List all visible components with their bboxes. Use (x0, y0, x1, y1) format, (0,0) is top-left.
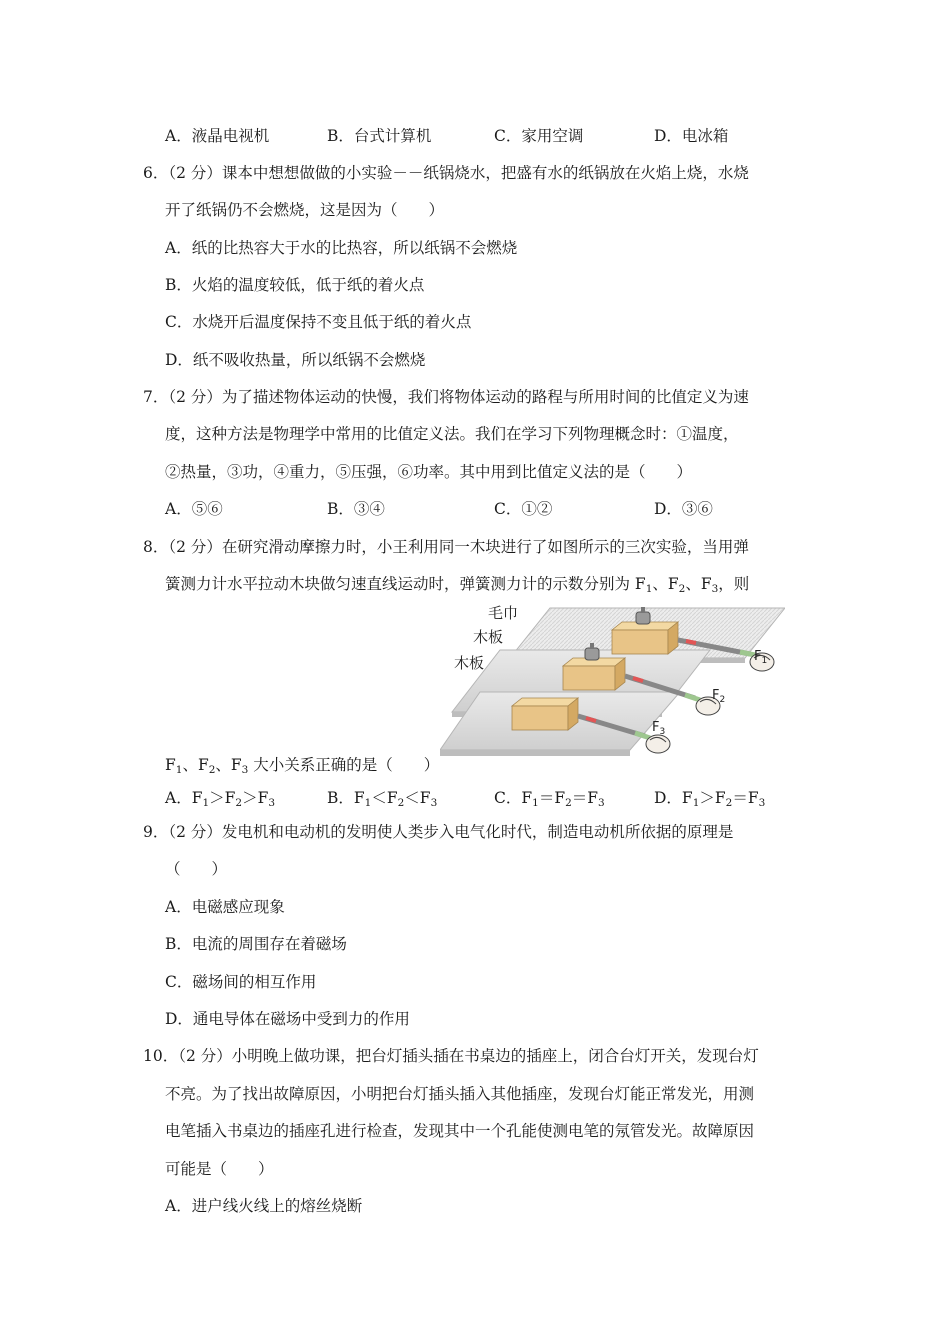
q7-stem-line1: 7．（2 分）为了描述物体运动的快慢，我们将物体运动的路程与所用时间的比值定义为速 (143, 388, 749, 406)
q9-stem-line1: 9．（2 分）发电机和电动机的发明使人类步入电气化时代，制造电动机所依据的原理是 (143, 823, 734, 841)
subscript: 3 (241, 764, 249, 776)
option-text: ＝F (571, 789, 599, 807)
option-text: ＝F (538, 789, 566, 807)
q6-stem-line2: 开了纸锅仍不会燃烧，这是因为（ ） (165, 201, 445, 219)
subscript: 3 (430, 797, 438, 809)
label-board-1: 木板 (473, 628, 504, 646)
subscript: 2 (725, 797, 733, 809)
label-board-2: 木板 (454, 654, 485, 672)
q10-stem-line4: 可能是（ ） (165, 1160, 274, 1178)
subscript: 1 (532, 797, 539, 809)
force-letter: F (165, 756, 176, 774)
q5-option-a: A．液晶电视机 (165, 127, 270, 145)
option-text: ＞F (699, 789, 726, 807)
q10-stem-line2: 不亮。为了找出故障原因，小明把台灯插头插入其他插座，发现台灯能正常发光，用测 (165, 1085, 755, 1103)
force-subscript: 2 (719, 695, 726, 705)
separator: 、F (652, 575, 679, 593)
q8-stem-line2 (165, 572, 749, 595)
option-text: ＞F (242, 789, 269, 807)
option-text: B．F (327, 789, 365, 807)
subscript: 1 (692, 797, 700, 809)
q7-stem-line3: ②热量，③功，④重力，⑤压强，⑥功率。其中用到比值定义法的是（ ） (165, 463, 693, 481)
q9-option-c: C．磁场间的相互作用 (165, 973, 317, 991)
q8-option-d (654, 786, 765, 809)
subscript: 2 (397, 797, 405, 809)
subscript: 2 (235, 797, 243, 809)
force-letter: F (754, 649, 762, 664)
q5-option-b: B．台式计算机 (327, 127, 432, 145)
force-label-f2 (712, 688, 725, 705)
subscript: 1 (645, 583, 653, 595)
q8-stem-line2-text: 簧测力计水平拉动木块做匀速直线运动时，弹簧测力计的示数分别为 F (165, 575, 646, 593)
option-text: A．F (165, 789, 203, 807)
q9-option-d: D．通电导体在磁场中受到力的作用 (165, 1010, 410, 1028)
wood-block-3 (512, 698, 578, 730)
q6-option-a: A．纸的比热容大于水的比热容，所以纸锅不会燃烧 (165, 239, 518, 257)
subscript: 1 (364, 797, 372, 809)
force-letter: F (712, 688, 720, 703)
q6-option-d: D．纸不吸收热量，所以纸锅不会燃烧 (165, 351, 426, 369)
q8-option-a (165, 786, 275, 809)
option-text: ＝F (732, 789, 759, 807)
option-text: ＜F (404, 789, 431, 807)
subscript: 3 (711, 583, 719, 595)
option-text: ＞F (209, 789, 236, 807)
q6-stem-line1: 6．（2 分）课本中想想做做的小实验－－纸锅烧水，把盛有水的纸锅放在火焰上烧，水烧 (143, 164, 749, 182)
q5-option-d: D．电冰箱 (654, 127, 729, 145)
option-text: ＜F (371, 789, 398, 807)
q7-option-d: D．③⑥ (654, 500, 713, 518)
force-label-f3 (652, 720, 665, 737)
q9-stem-line2: （ ） (165, 860, 228, 878)
q8-stem-line3-end: 大小关系正确的是（ ） (248, 756, 440, 774)
hand-3 (646, 735, 670, 753)
subscript: 2 (208, 764, 216, 776)
q9-option-a: A．电磁感应现象 (165, 898, 285, 916)
q7-option-b: B．③④ (327, 500, 385, 518)
q7-option-a: A．⑤⑥ (165, 500, 223, 518)
friction-experiment-figure (440, 600, 785, 760)
subscript: 3 (268, 797, 276, 809)
subscript: 2 (678, 583, 686, 595)
separator: 、F (182, 756, 209, 774)
q7-option-c: C．①② (494, 500, 553, 518)
q6-option-b: B．火焰的温度较低，低于纸的着火点 (165, 276, 425, 294)
q8-stem-line2-end: ，则 (718, 575, 750, 593)
subscript: 3 (598, 797, 605, 809)
q6-option-c: C．水烧开后温度保持不变且低于纸的着火点 (165, 313, 472, 331)
q8-option-b (327, 786, 437, 809)
force-label-f1 (754, 649, 767, 666)
q8-option-c (494, 786, 605, 809)
force-subscript: 3 (659, 727, 666, 737)
q8-stem-line3 (165, 753, 439, 776)
subscript: 1 (175, 764, 183, 776)
subscript: 3 (758, 797, 766, 809)
q7-stem-line2: 度，这种方法是物理学中常用的比值定义法。我们在学习下列物理概念时：①温度， (165, 425, 739, 443)
subscript: 2 (565, 797, 572, 809)
option-text: D．F (654, 789, 693, 807)
subscript: 1 (202, 797, 210, 809)
label-towel: 毛巾 (488, 604, 519, 622)
force-letter: F (652, 720, 660, 735)
option-text: C．F (494, 789, 533, 807)
force-subscript: 1 (761, 656, 768, 666)
q10-stem-line1: 10．（2 分）小明晚上做功课，把台灯插头插在书桌边的插座上，闭合台灯开关，发现台灯 (143, 1047, 759, 1065)
separator: 、F (215, 756, 242, 774)
q9-option-b: B．电流的周围存在着磁场 (165, 935, 347, 953)
q10-option-a: A．进户线火线上的熔丝烧断 (165, 1197, 363, 1215)
q5-option-c: C．家用空调 (494, 127, 584, 145)
q10-stem-line3: 电笔插入书桌边的插座孔进行检查，发现其中一个孔能使测电笔的氖管发光。故障原因 (165, 1122, 755, 1140)
separator: 、F (685, 575, 712, 593)
q8-stem-line1: 8．（2 分）在研究滑动摩擦力时，小王利用同一木块进行了如图所示的三次实验，当用弹 (143, 538, 749, 556)
